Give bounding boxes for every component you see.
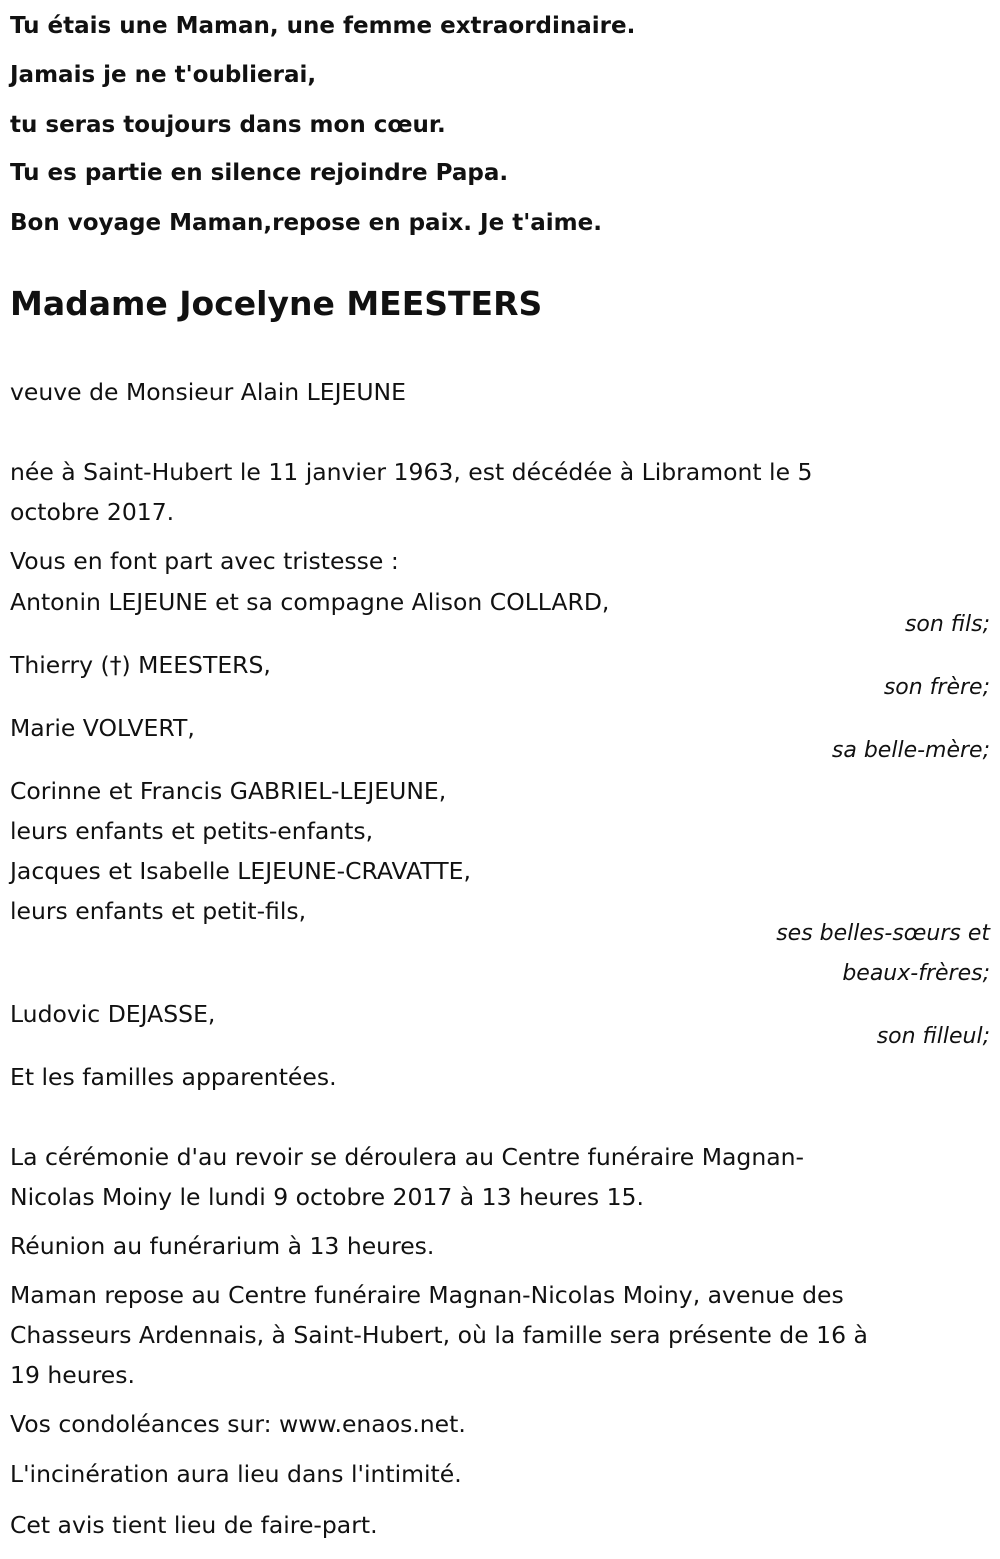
family-relation-son: son fils; [904,612,990,637]
poem-line-3: tu seras toujours dans mon cœur. [10,112,446,138]
condolences: Vos condoléances sur: www.enaos.net. [10,1410,466,1438]
poem-line-2: Jamais je ne t'oublierai, [10,62,317,88]
cremation: L'incinération aura lieu dans l'intimité. [10,1460,462,1488]
family-relation-brother: son frère; [883,675,990,700]
rest-line-1: Maman repose au Centre funéraire Magnan-Nicolas Moiny, avenue des [10,1281,844,1309]
ceremony-line-2: Nicolas Moiny le lundi 9 octobre 2017 à 13 heures 15. [10,1183,644,1211]
family-relation-godson: son filleul; [876,1024,990,1049]
relatives: Et les familles apparentées. [10,1063,337,1091]
notice: Cet avis tient lieu de faire-part. [10,1511,378,1539]
ceremony-line-1: La cérémonie d'au revoir se déroulera au Centre funéraire Magnan- [10,1143,804,1171]
widow-of: veuve de Monsieur Alain LEJEUNE [10,378,406,406]
deceased-name: Madame Jocelyne MEESTERS [10,284,543,323]
poem-line-5: Bon voyage Maman,repose en paix. Je t'aime. [10,210,602,236]
family-relation-in-laws-2: beaux-frères; [842,961,990,986]
family-name-in-laws-4: leurs enfants et petit-fils, [10,897,307,925]
family-name-brother: Thierry (†) MEESTERS, [10,651,271,679]
poem-line-1: Tu étais une Maman, une femme extraordinaire. [10,13,636,39]
family-name-in-laws-2: leurs enfants et petits-enfants, [10,817,374,845]
family-name-in-laws-1: Corinne et Francis GABRIEL-LEJEUNE, [10,777,447,805]
birth-death-line-1: née à Saint-Hubert le 11 janvier 1963, est décédée à Libramont le 5 [10,458,813,486]
meeting: Réunion au funérarium à 13 heures. [10,1232,435,1260]
family-name-son: Antonin LEJEUNE et sa compagne Alison COLLARD, [10,588,610,616]
announce-intro: Vous en font part avec tristesse : [10,547,399,575]
birth-death-line-2: octobre 2017. [10,498,175,526]
rest-line-3: 19 heures. [10,1361,135,1389]
family-relation-mother-in-law: sa belle-mère; [831,738,990,763]
family-name-in-laws-3: Jacques et Isabelle LEJEUNE-CRAVATTE, [10,857,471,885]
poem-line-4: Tu es partie en silence rejoindre Papa. [10,160,509,186]
rest-line-2: Chasseurs Ardennais, à Saint-Hubert, où la famille sera présente de 16 à [10,1321,868,1349]
family-name-godson: Ludovic DEJASSE, [10,1000,216,1028]
family-name-mother-in-law: Marie VOLVERT, [10,714,195,742]
family-relation-in-laws-1: ses belles-sœurs et [776,921,990,946]
